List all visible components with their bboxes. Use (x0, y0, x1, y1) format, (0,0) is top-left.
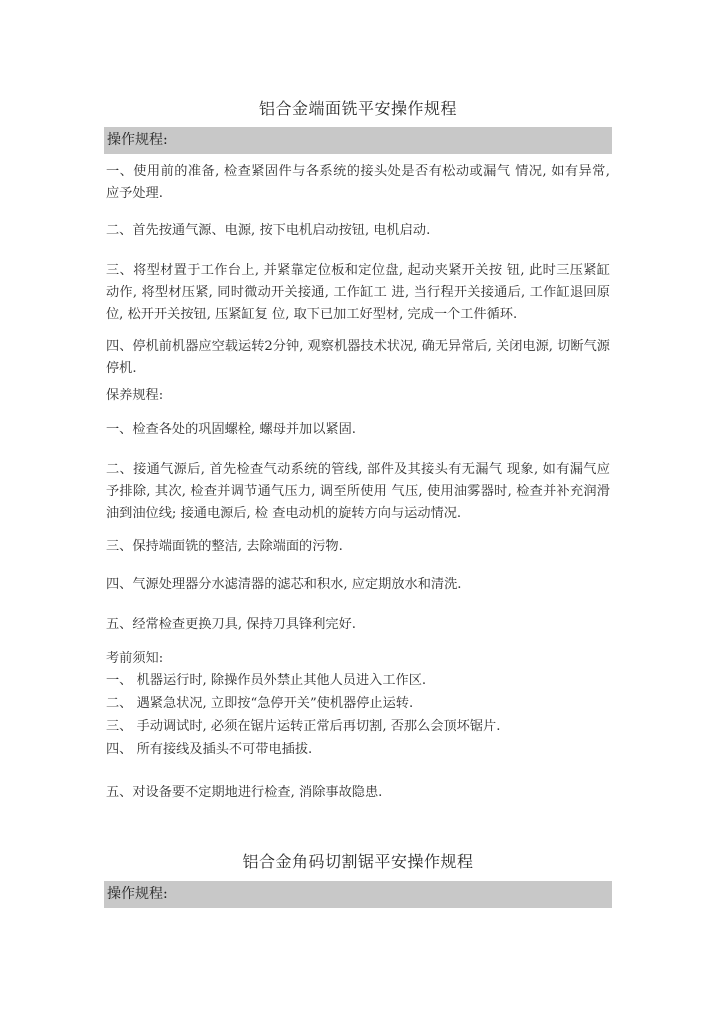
maintenance-rules-header: 保养规程: (106, 388, 164, 403)
notice-item-3: 三、 手动调试时, 必须在锯片运转正常后再切割, 否那么会顶坏锯片. (106, 719, 501, 734)
maintenance-rule-2: 二、接通气源后, 首先检查气动系统的管线, 部件及其接头有无漏气 现象, 如有漏气应予排除, 其次, 检查并调节通气压力, 调至所使用 气压, 使用油雾器时, 检查并补充润滑油到油位线; 接通电源后, 检 查电动机的旋转方向与运动情况. (106, 462, 610, 521)
operation-rule-3: 三、将型材置于工作台上, 并紧靠定位板和定位盘, 起动夹紧开关按 钮, 此时三压紧缸动作, 将型材压紧, 同时微动开关接通, 工作缸工 进, 当行程开关接通后, 工作缸退回原位, 松开开关按钮, 压紧缸复 位, 取下已加工好型材, 完成一个工件循环. (106, 263, 610, 322)
second-document-title: 铝合金角码切割锯平安操作规程 (242, 852, 474, 871)
notice-header: 考前须知: (106, 651, 164, 666)
operation-rule-2: 二、首先按通气源、电源, 按下电机启动按钮, 电机启动. (106, 223, 431, 238)
operation-rule-4: 四、停机前机器应空载运转2分钟, 观察机器技术状况, 确无异常后, 关闭电源, 切断气源停机. (106, 339, 610, 376)
notice-item-1: 一、 机器运行时, 除操作员外禁止其他人员进入工作区. (106, 673, 427, 688)
second-operation-rules-header: 操作规程: (104, 881, 612, 908)
notice-item-4: 四、 所有接线及插头不可带电插拔. (106, 742, 313, 757)
operation-rules-header: 操作规程: (104, 127, 612, 154)
notice-item-2: 二、 遇紧急状况, 立即按“急停开关”使机器停止运转. (106, 696, 414, 711)
document-title: 铝合金端面铣平安操作规程 (258, 99, 457, 118)
operation-rule-1: 一、使用前的准备, 检查紧固件与各系统的接头处是否有松动或漏气 情况, 如有异常, 应予处理. (106, 164, 610, 201)
maintenance-rule-5: 五、经常检查更换刀具, 保持刀具锋利完好. (106, 617, 356, 632)
maintenance-rule-4: 四、气源处理器分水滤清器的滤芯和积水, 应定期放水和清洗. (106, 577, 462, 592)
maintenance-rule-1: 一、检查各处的巩固螺栓, 螺母并加以紧固. (106, 422, 356, 437)
notice-item-5: 五、对设备要不定期地进行检查, 消除事故隐患. (106, 785, 383, 800)
maintenance-rule-3: 三、保持端面铣的整洁, 去除端面的污物. (106, 539, 343, 554)
